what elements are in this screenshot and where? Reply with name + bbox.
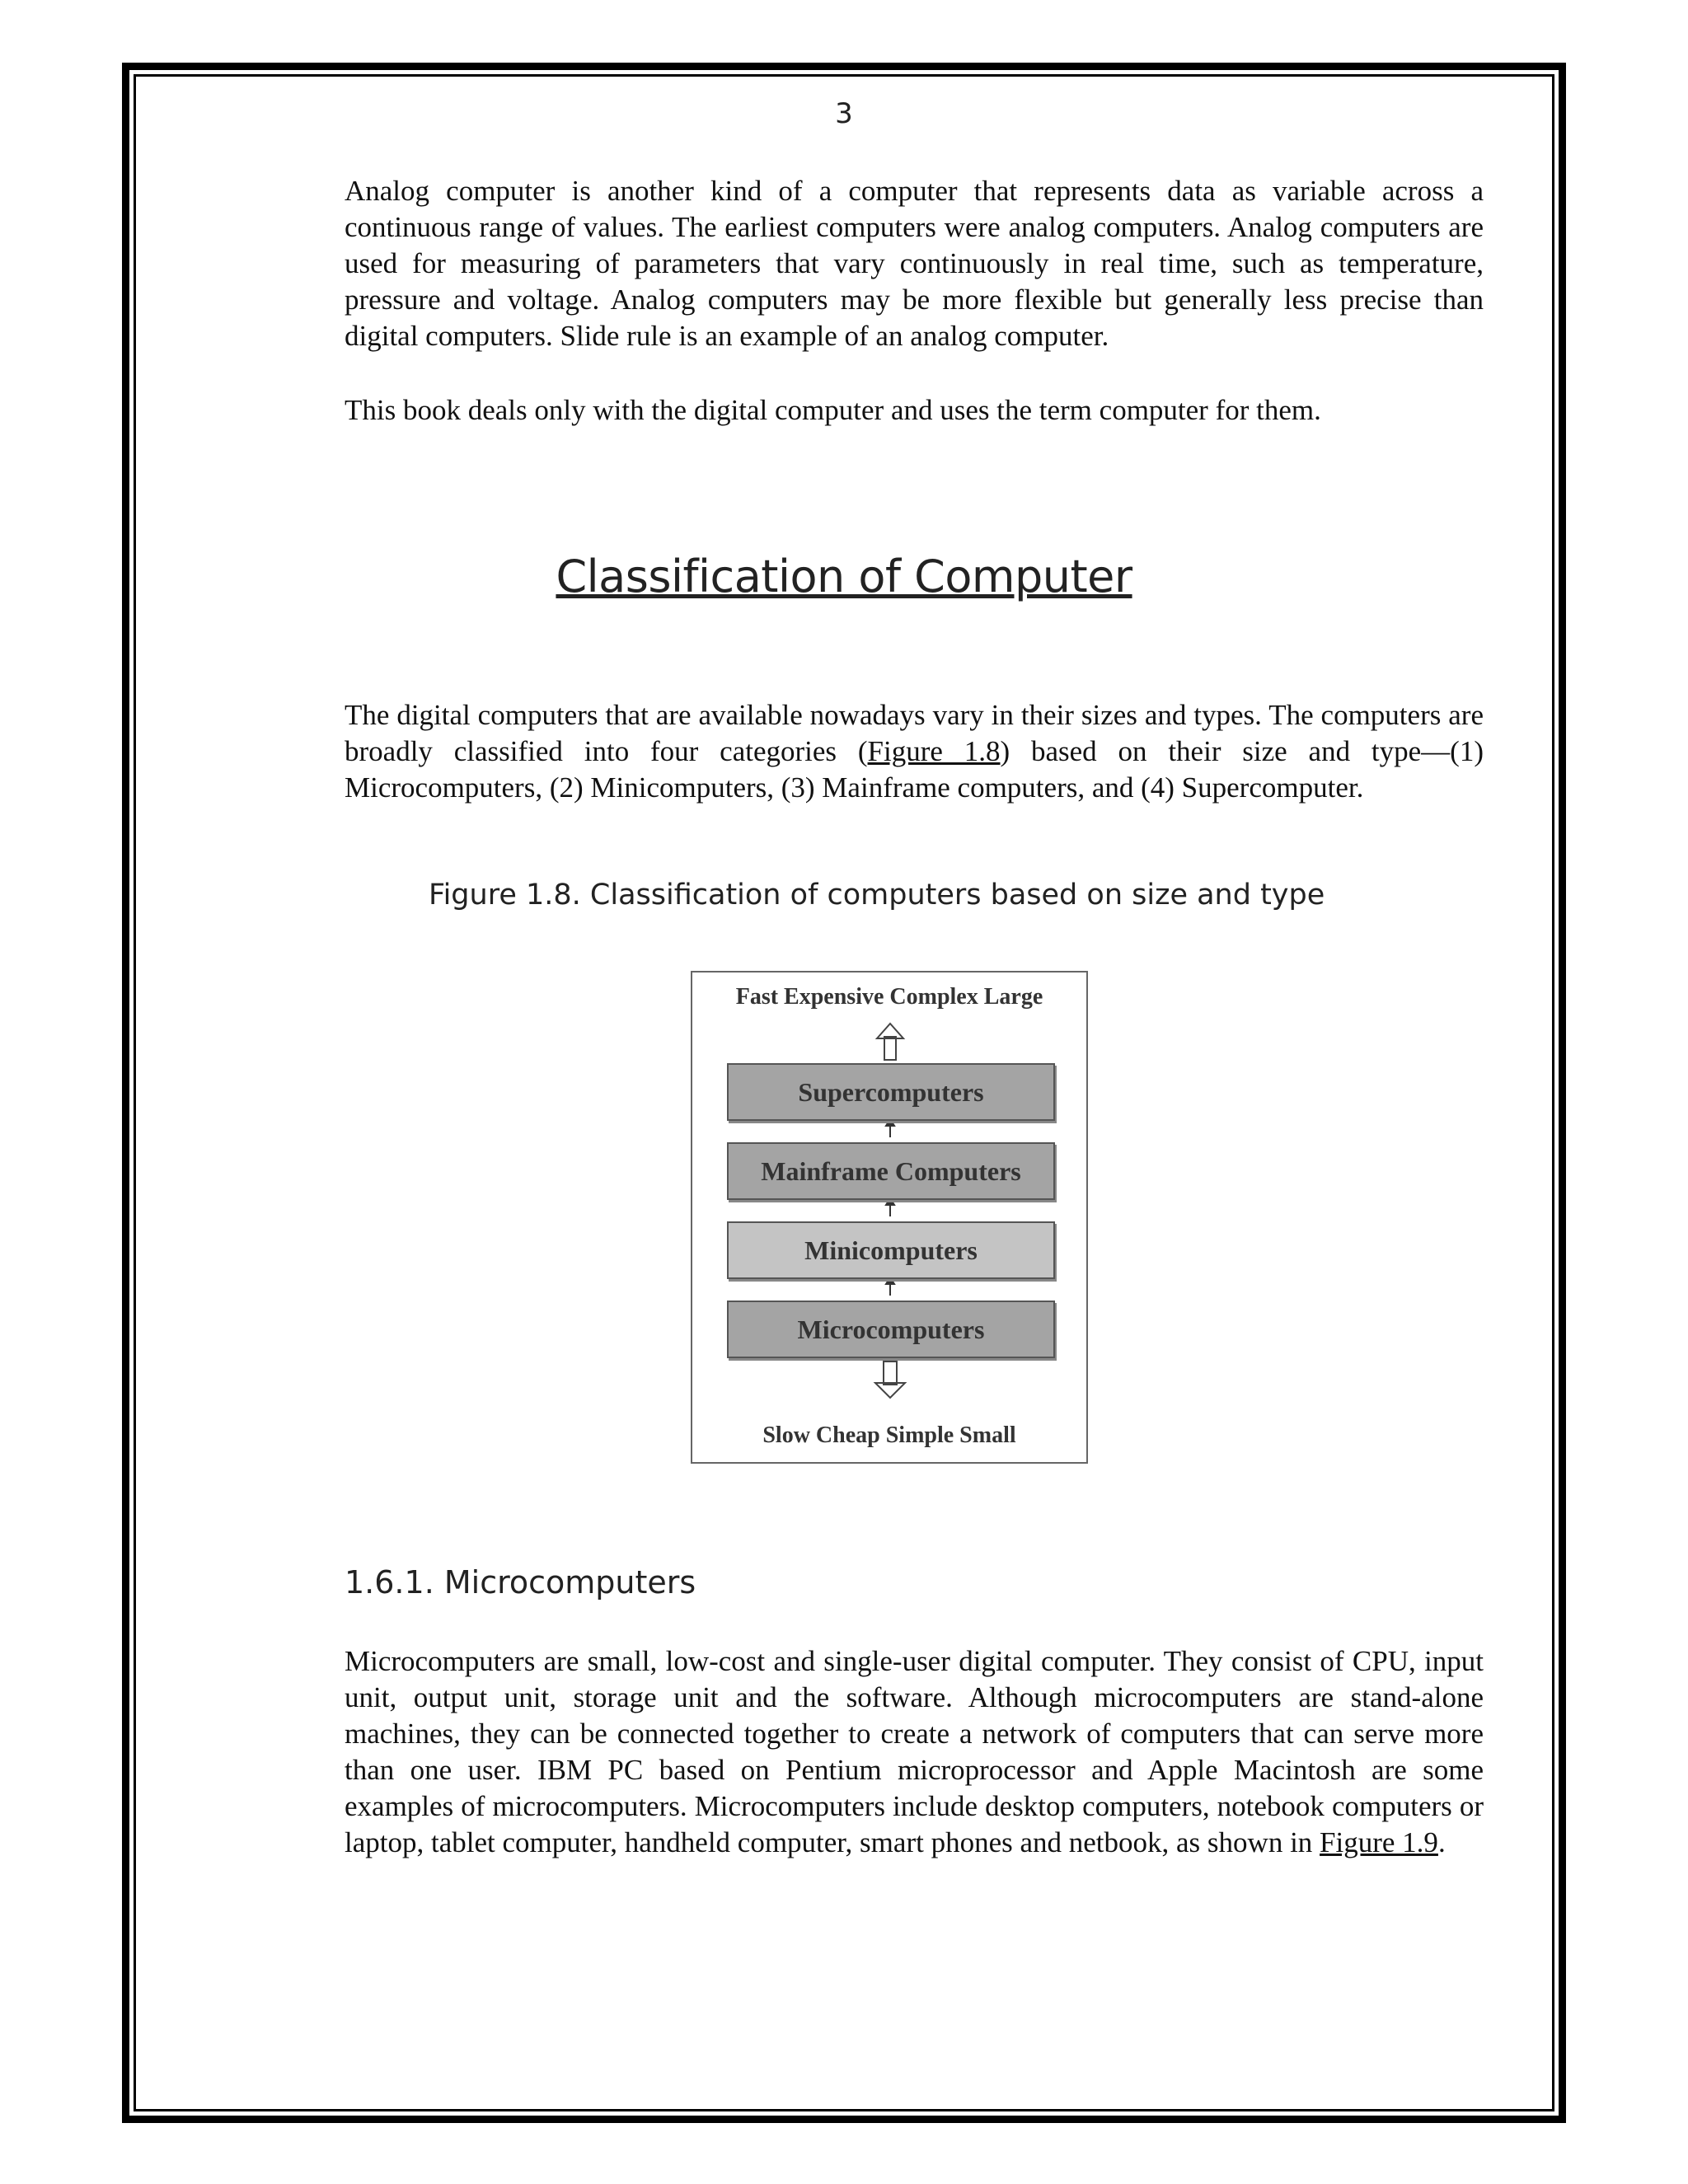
page-number: 3: [835, 97, 853, 130]
paragraph-microcomputers-text-end: .: [1437, 1826, 1446, 1858]
paragraph-classification-text-end: ) based on their size and type—(1) Microcomputers, (2) Minicomputers, (3) Mainframe computers, and (4) Supercomputer.: [345, 735, 1484, 804]
level-minicomputers: Minicomputers: [727, 1221, 1055, 1279]
section-heading: Classification of Computer: [556, 551, 1132, 602]
level-microcomputers: Microcomputers: [727, 1301, 1055, 1358]
connector-arrow-3: [886, 1277, 894, 1296]
figure-arrows: [692, 972, 1086, 1462]
figure-1-8-link[interactable]: Figure 1.8: [867, 735, 1001, 767]
figure-bottom-label: Slow Cheap Simple Small: [762, 1422, 1016, 1448]
level-mainframe-computers: Mainframe Computers: [727, 1142, 1055, 1200]
classification-figure: [691, 971, 1088, 1464]
connector-arrow-1: [886, 1119, 894, 1137]
subsection-heading: 1.6.1. Microcomputers: [345, 1564, 696, 1601]
paragraph-classification: [345, 697, 1484, 806]
figure-1-9-link[interactable]: Figure 1.9: [1320, 1826, 1438, 1858]
down-hollow-arrow: [875, 1361, 905, 1398]
paragraph-microcomputers: [345, 1643, 1484, 1861]
paragraph-classification-text-start: The digital computers that are available nowadays vary in their sizes and types. The computers are broadly classified into four categories (: [345, 699, 1484, 767]
up-hollow-arrow: [877, 1024, 903, 1060]
figure-top-label: Fast Expensive Complex Large: [735, 984, 1043, 1010]
paragraph-microcomputers-text-start: Microcomputers are small, low-cost and single-user digital computer. They consist of CPU, input unit, output unit, storage unit and the software. Although microcomputers are stand-alone machines, they can be connected together to create a network of computers that can serve more than one user. IBM PC based on Pentium microprocessor and Apple Macintosh are some examples of microcomputers. Microcomputers include desktop computers, notebook computers or laptop, tablet computer, handheld computer, smart phones and netbook, as shown in: [345, 1645, 1484, 1858]
level-supercomputers: Supercomputers: [727, 1063, 1055, 1121]
paragraph-digital-only: This book deals only with the digital computer and uses the term computer for them.: [345, 394, 1321, 426]
connector-arrow-2: [886, 1198, 894, 1216]
figure-caption: Figure 1.8. Classification of computers based on size and type: [429, 879, 1325, 912]
paragraph-analog: Analog computer is another kind of a computer that represents data as variable across a continuous range of values. The earliest computers were analog computers. Analog computers are used for measuring of parameters that vary continuously in real time, such as temperature, pressure and voltage. Analog computers may be more flexible but generally less precise than digital computers. Slide rule is an example of an analog computer.: [345, 175, 1484, 352]
